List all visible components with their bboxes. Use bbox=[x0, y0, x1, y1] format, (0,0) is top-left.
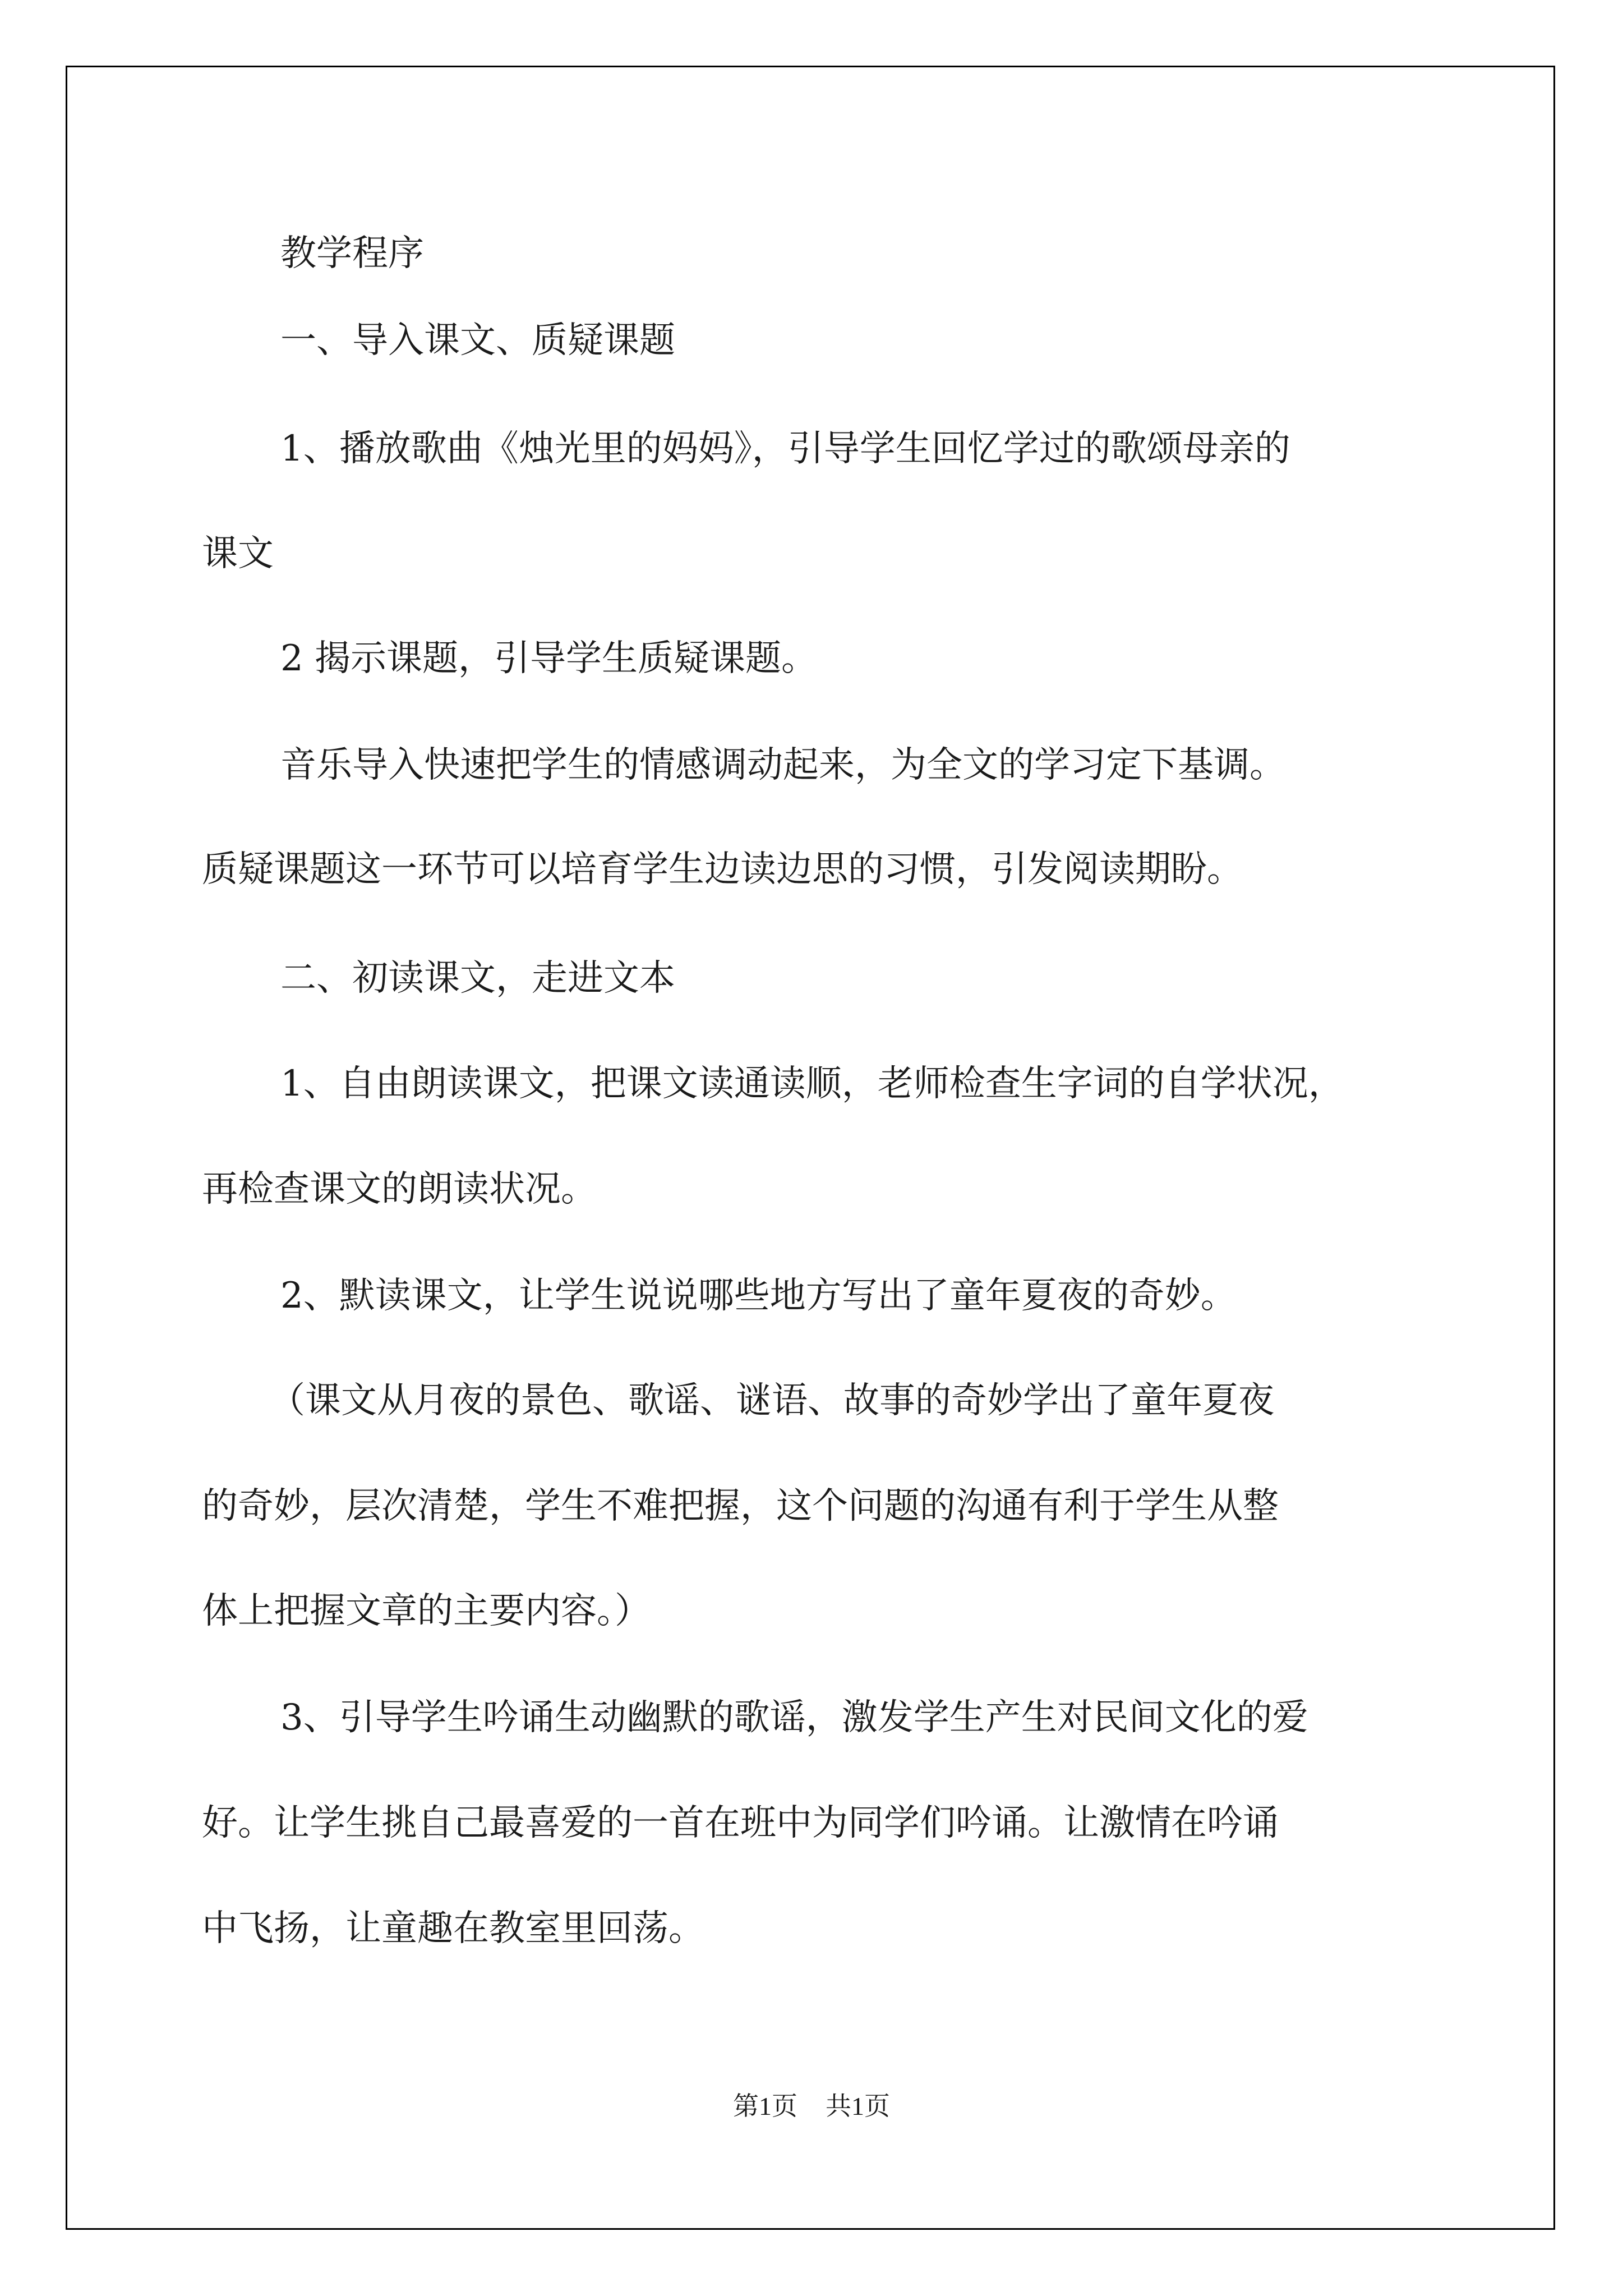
line-note-2-cont-b: 体上把握文章的主要内容。） bbox=[202, 1590, 651, 1632]
line-5-cont-b: 中飞扬，让童趣在教室里回荡。 bbox=[202, 1908, 704, 1949]
line-note-1: 音乐导入快速把学生的情感调动起来，为全文的学习定下基调。 bbox=[280, 744, 1285, 786]
line-section-2: 二、初读课文，走进文本 bbox=[280, 958, 675, 999]
line-2: 2 揭示课题，引导学生质疑课题。 bbox=[280, 638, 818, 679]
page-total: 共1页 bbox=[826, 2092, 890, 2120]
line-note-2-cont-a: 的奇妙，层次清楚，学生不难把握，这个问题的沟通有利于学生从整 bbox=[202, 1485, 1279, 1527]
line-1-cont: 课文 bbox=[202, 533, 274, 574]
page-footer bbox=[0, 2086, 1623, 2123]
line-5-cont-a: 好。让学生挑自己最喜爱的一首在班中为同学们吟诵。让激情在吟诵 bbox=[202, 1802, 1279, 1844]
line-5: 3、引导学生吟诵生动幽默的歌谣，激发学生产生对民间文化的爱 bbox=[280, 1697, 1308, 1738]
line-title: 教学程序 bbox=[280, 233, 424, 274]
line-section-1: 一、导入课文、质疑课题 bbox=[280, 320, 675, 361]
line-4: 2、默读课文，让学生说说哪些地方写出了童年夏夜的奇妙。 bbox=[280, 1275, 1237, 1317]
line-1: 1、播放歌曲《烛光里的妈妈》，引导学生回忆学过的歌颂母亲的 bbox=[280, 428, 1290, 470]
page-number: 第1页 bbox=[733, 2092, 797, 2120]
line-note-1-cont: 质疑课题这一环节可以培育学生边读边思的习惯，引发阅读期盼。 bbox=[202, 849, 1243, 890]
line-3-cont: 再检查课文的朗读状况。 bbox=[202, 1168, 597, 1210]
line-3: 1、自由朗读课文，把课文读通读顺，老师检查生字词的自学状况， bbox=[280, 1063, 1344, 1105]
line-note-2: （课文从月夜的景色、歌谣、谜语、故事的奇妙学出了童年夏夜 bbox=[269, 1380, 1274, 1421]
